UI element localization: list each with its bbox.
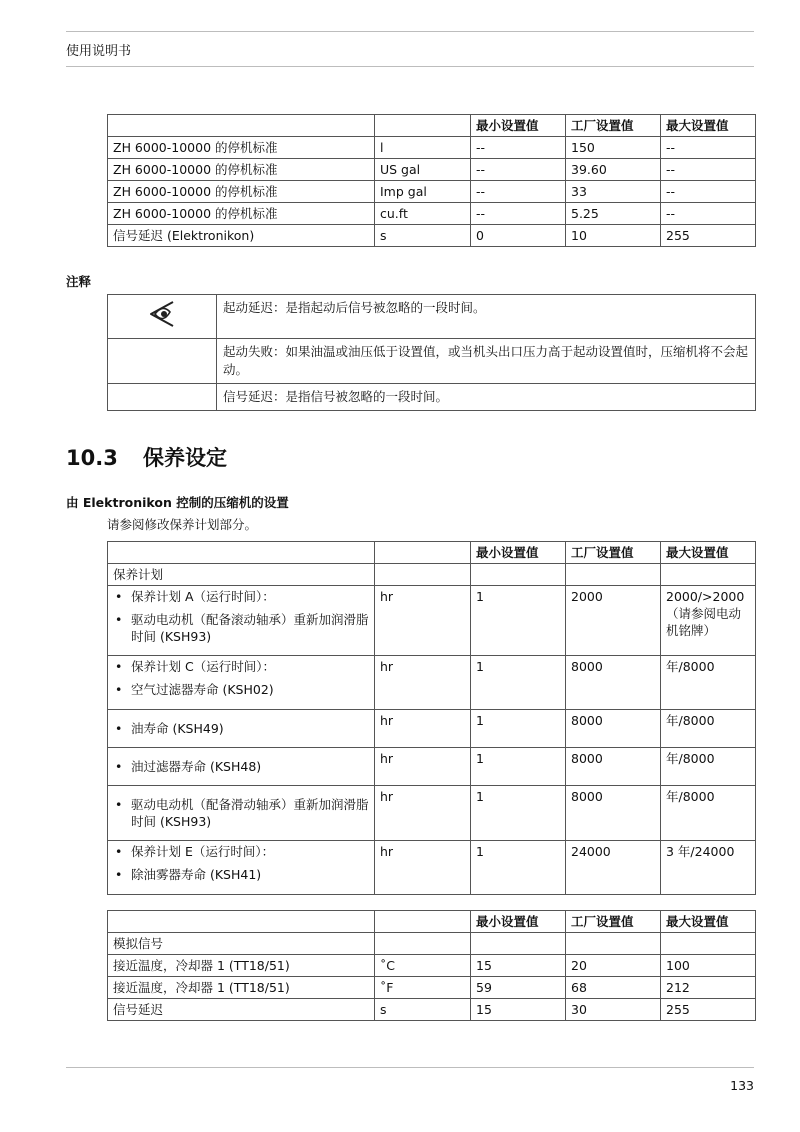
max-cell: -- xyxy=(661,203,756,225)
table-row xyxy=(108,203,756,225)
header-bottom-rule xyxy=(66,66,754,67)
column-header xyxy=(108,115,375,137)
parameter-cell xyxy=(108,656,375,710)
parameter-cell xyxy=(108,841,375,895)
min-cell: -- xyxy=(471,137,566,159)
section-number: 10.3 xyxy=(66,446,118,470)
parameter-cell: ZH 6000-10000 的停机标准 xyxy=(108,203,375,225)
column-header-max: 最大设置值 xyxy=(661,911,756,933)
max-cell: 255 xyxy=(661,225,756,247)
list-item: • 油过滤器寿命 (KSH48) xyxy=(113,758,369,775)
min-cell: -- xyxy=(471,203,566,225)
parameter-cell: 接近温度，冷却器 1 (TT18/51) xyxy=(108,955,375,977)
table-row xyxy=(108,181,756,203)
unit-cell: l xyxy=(375,137,471,159)
column-header-min: 最小设置值 xyxy=(471,542,566,564)
factory-cell: 8000 xyxy=(566,656,661,710)
max-cell: 212 xyxy=(661,977,756,999)
column-header xyxy=(108,911,375,933)
empty-cell xyxy=(471,564,566,586)
factory-cell: 5.25 xyxy=(566,203,661,225)
factory-cell: 33 xyxy=(566,181,661,203)
min-cell: 59 xyxy=(471,977,566,999)
empty-cell xyxy=(375,564,471,586)
column-header-max: 最大设置值 xyxy=(661,542,756,564)
unit-cell: hr xyxy=(375,656,471,710)
column-header xyxy=(108,542,375,564)
list-item: • 保养计划 E（运行时间）： xyxy=(113,843,369,860)
max-cell: -- xyxy=(661,137,756,159)
table-row xyxy=(108,137,756,159)
unit-cell: s xyxy=(375,225,471,247)
empty-cell xyxy=(471,933,566,955)
min-cell: 1 xyxy=(471,710,566,748)
unit-cell: US gal xyxy=(375,159,471,181)
table-row xyxy=(108,586,756,656)
min-cell: -- xyxy=(471,181,566,203)
footer-rule xyxy=(66,1067,754,1068)
parameter-cell xyxy=(108,748,375,786)
max-cell: 3 年/24000 xyxy=(661,841,756,895)
factory-cell: 24000 xyxy=(566,841,661,895)
section-title: 保养设定 xyxy=(143,446,227,470)
column-header-max: 最大设置值 xyxy=(661,115,756,137)
table-row xyxy=(108,748,756,786)
section-heading xyxy=(66,442,227,472)
notes-table xyxy=(107,294,756,411)
min-cell: 1 xyxy=(471,748,566,786)
column-header xyxy=(375,911,471,933)
parameter-cell: 接近温度，冷却器 1 (TT18/51) xyxy=(108,977,375,999)
unit-cell: s xyxy=(375,999,471,1021)
parameter-cell xyxy=(108,786,375,841)
max-cell: -- xyxy=(661,159,756,181)
max-cell: -- xyxy=(661,181,756,203)
note-text: 起动延迟：是指起动后信号被忽略的一段时间。 xyxy=(217,295,756,339)
note-empty-cell xyxy=(108,339,217,384)
min-cell: 1 xyxy=(471,841,566,895)
factory-cell: 8000 xyxy=(566,786,661,841)
table-header-row xyxy=(108,911,756,933)
analog-signal-table xyxy=(107,910,756,1021)
page-number: 133 xyxy=(730,1078,754,1093)
table-header-row xyxy=(108,115,756,137)
factory-cell: 30 xyxy=(566,999,661,1021)
note-text: 信号延迟：是指信号被忽略的一段时间。 xyxy=(217,384,756,411)
list-item: • 驱动电动机（配备滚动轴承）重新加润滑脂时间 (KSH93) xyxy=(113,611,369,645)
unit-cell: hr xyxy=(375,710,471,748)
header-top-rule xyxy=(66,31,754,32)
unit-cell: ˚C xyxy=(375,955,471,977)
parameter-cell: ZH 6000-10000 的停机标准 xyxy=(108,159,375,181)
column-header-min: 最小设置值 xyxy=(471,911,566,933)
min-cell: 15 xyxy=(471,999,566,1021)
empty-cell xyxy=(375,933,471,955)
document-title: 使用说明书 xyxy=(66,44,132,59)
table-row xyxy=(108,225,756,247)
min-cell: -- xyxy=(471,159,566,181)
factory-cell: 20 xyxy=(566,955,661,977)
table-row xyxy=(108,710,756,748)
parameter-cell xyxy=(108,586,375,656)
column-header-factory: 工厂设置值 xyxy=(566,115,661,137)
note-text: 起动失败：如果油温或油压低于设置值，或当机头出口压力高于起动设置值时，压缩机将不会起动。 xyxy=(217,339,756,384)
column-header-factory: 工厂设置值 xyxy=(566,542,661,564)
group-label: 模拟信号 xyxy=(108,933,375,955)
parameter-cell: 信号延迟 xyxy=(108,999,375,1021)
service-plan-table xyxy=(107,541,756,895)
note-row xyxy=(108,295,756,339)
list-item: • 空气过滤器寿命 (KSH02) xyxy=(113,681,369,698)
note-icon-cell xyxy=(108,295,217,339)
max-cell: 2000/>2000（请参阅电动机铭牌） xyxy=(661,586,756,656)
factory-cell: 8000 xyxy=(566,748,661,786)
max-cell: 255 xyxy=(661,999,756,1021)
empty-cell xyxy=(566,933,661,955)
list-item: • 保养计划 A（运行时间）： xyxy=(113,588,369,605)
unit-cell: Imp gal xyxy=(375,181,471,203)
group-label: 保养计划 xyxy=(108,564,375,586)
intro-text: 请参阅修改保养计划部分。 xyxy=(107,517,258,532)
list-item: • 驱动电动机（配备滑动轴承）重新加润滑脂时间 (KSH93) xyxy=(113,796,369,830)
table-row xyxy=(108,786,756,841)
table-row xyxy=(108,999,756,1021)
shutdown-settings-table xyxy=(107,114,756,247)
group-row xyxy=(108,933,756,955)
subsection-title: 由 Elektronikon 控制的压缩机的设置 xyxy=(66,495,289,510)
min-cell: 1 xyxy=(471,586,566,656)
list-item: • 保养计划 C（运行时间）： xyxy=(113,658,369,675)
max-cell: 年/8000 xyxy=(661,656,756,710)
table-header-row xyxy=(108,542,756,564)
note-row xyxy=(108,384,756,411)
max-cell: 年/8000 xyxy=(661,786,756,841)
parameter-cell: 信号延迟 (Elektronikon) xyxy=(108,225,375,247)
notes-label: 注释 xyxy=(66,274,92,289)
table-row xyxy=(108,159,756,181)
factory-cell: 2000 xyxy=(566,586,661,656)
parameter-cell xyxy=(108,710,375,748)
unit-cell: hr xyxy=(375,586,471,656)
table-row xyxy=(108,656,756,710)
max-cell: 年/8000 xyxy=(661,710,756,748)
min-cell: 1 xyxy=(471,786,566,841)
parameter-cell: ZH 6000-10000 的停机标准 xyxy=(108,137,375,159)
unit-cell: cu.ft xyxy=(375,203,471,225)
list-item: • 除油雾器寿命 (KSH41) xyxy=(113,866,369,883)
min-cell: 0 xyxy=(471,225,566,247)
unit-cell: hr xyxy=(375,841,471,895)
eye-note-icon xyxy=(147,299,177,329)
list-item: • 油寿命 (KSH49) xyxy=(113,720,369,737)
table-row xyxy=(108,841,756,895)
column-header xyxy=(375,542,471,564)
max-cell: 100 xyxy=(661,955,756,977)
factory-cell: 8000 xyxy=(566,710,661,748)
factory-cell: 10 xyxy=(566,225,661,247)
factory-cell: 68 xyxy=(566,977,661,999)
unit-cell: hr xyxy=(375,748,471,786)
parameter-cell: ZH 6000-10000 的停机标准 xyxy=(108,181,375,203)
column-header-factory: 工厂设置值 xyxy=(566,911,661,933)
min-cell: 1 xyxy=(471,656,566,710)
note-empty-cell xyxy=(108,384,217,411)
max-cell: 年/8000 xyxy=(661,748,756,786)
table-row xyxy=(108,977,756,999)
column-header-min: 最小设置值 xyxy=(471,115,566,137)
group-row xyxy=(108,564,756,586)
factory-cell: 39.60 xyxy=(566,159,661,181)
min-cell: 15 xyxy=(471,955,566,977)
unit-cell: ˚F xyxy=(375,977,471,999)
column-header xyxy=(375,115,471,137)
empty-cell xyxy=(566,564,661,586)
empty-cell xyxy=(661,933,756,955)
table-row xyxy=(108,955,756,977)
factory-cell: 150 xyxy=(566,137,661,159)
empty-cell xyxy=(661,564,756,586)
note-row xyxy=(108,339,756,384)
unit-cell: hr xyxy=(375,786,471,841)
